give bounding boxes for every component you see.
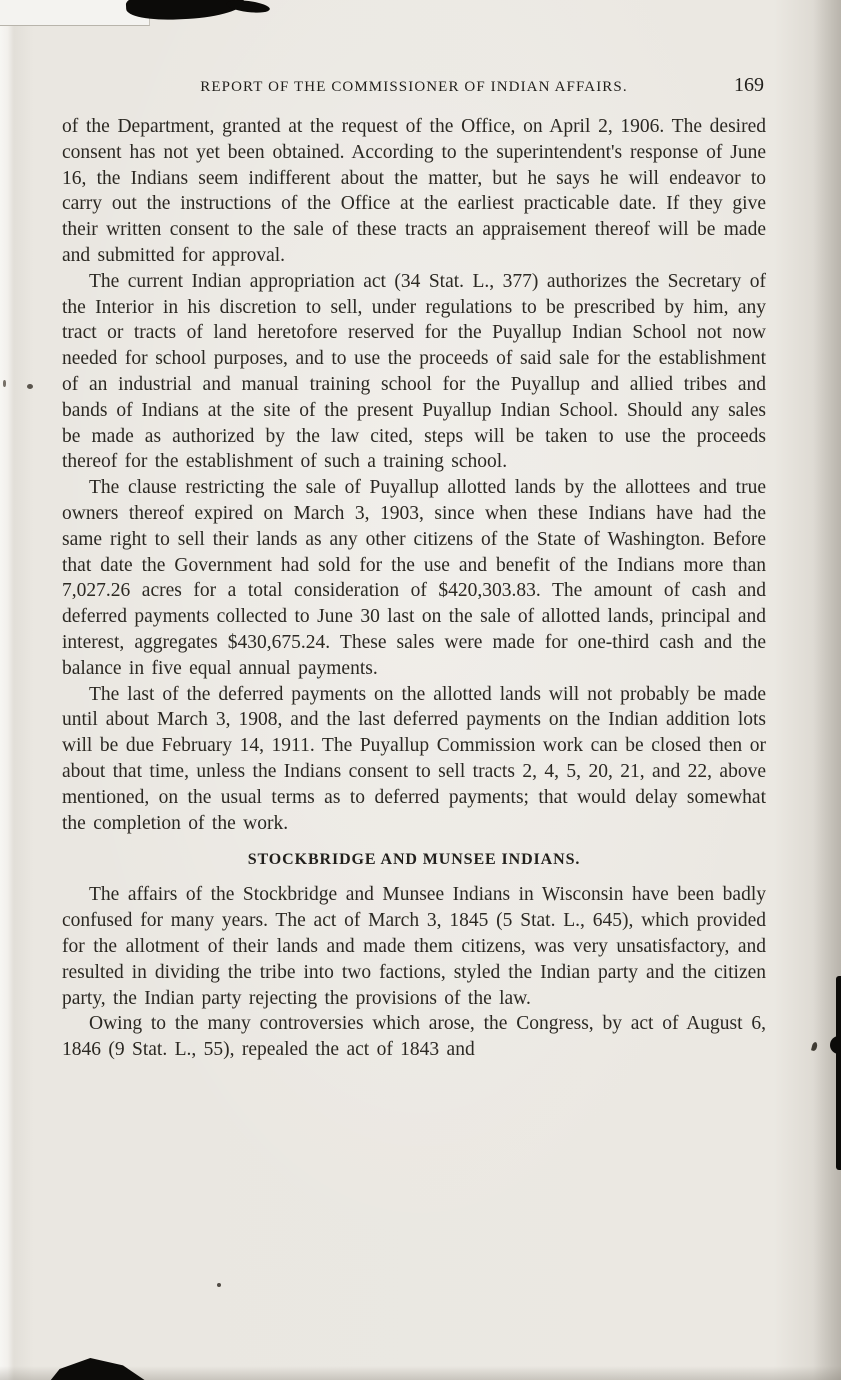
running-header <box>62 74 766 100</box>
paragraph-deferred-payments: The last of the deferred payments on the allotted lands will not probably be made until about March 3, 1908, and the last deferred payments on the Indian addition lots will be due February 14, 1911. The Puyallup Commission work can be closed then or about that time, unless the Indians consent to sell tracts 2, 4, 5, 20, 21, and 22, above mentioned, on the usual terms as to deferred payments; that would delay somewhat the completion of the work. <box>62 683 766 834</box>
page-body <box>62 74 766 1063</box>
paragraph-appropriation-act: The current Indian appropriation act (34 Stat. L., 377) authorizes the Secretary of the Interior in his discretion to sell, under regulations to be prescribed by him, any tract or tracts of land heretofore reserved for the Puyallup Indian School not now needed for school purposes, and to use the proceeds of said sale for the establishment of an industrial and manual training school for the Puyallup and allied tribes and bands of Indians at the site of the present Puyallup Indian School. Should any sales be made as authorized by the law cited, steps will be taken to use the proceeds thereof for the establishment of such a training school. <box>62 270 766 473</box>
scan-left-edge <box>0 0 14 1380</box>
right-edge-notch-artifact <box>830 1036 841 1054</box>
speck-artifact-bottom <box>217 1283 221 1287</box>
paragraph-continuation: of the Department, granted at the request of the Office, on April 2, 1906. The desired consent has not yet been obtained. According to the superintendent's response of June 16, the Indians seem indifferent about the matter, but he says he will endeavor to carry out the instructions of the Office at the earliest practicable date. If they give their written consent to the sale of these tracts an appraisement thereof will be made and submitted for approval. <box>62 116 766 266</box>
paragraph-controversies: Owing to the many controversies which arose, the Congress, by act of August 6, 1846 (9 Stat. L., 55), repealed the act of 1843 and <box>62 1013 766 1061</box>
speck-artifact-left-margin <box>27 384 33 389</box>
right-edge-mark-artifact <box>836 976 841 1170</box>
paragraph-stockbridge-affairs: The affairs of the Stockbridge and Munsee Indians in Wisconsin have been badly confused for many years. The act of March 3, 1845 (5 Stat. L., 645), which provided for the allotment of their lands and made them citizens, was very unsatisfactory, and resulted in dividing the tribe into two factions, styled the Indian party and the citizen party, the Indian party rejecting the provisions of the law. <box>62 884 766 1009</box>
running-header-title: REPORT OF THE COMMISSIONER OF INDIAN AFFAIRS. <box>200 79 628 95</box>
scan-right-edge <box>813 0 841 1380</box>
paragraph-sale-clause: The clause restricting the sale of Puyallup allotted lands by the allottees and true owners thereof expired on March 3, 1903, since when these Indians have had the same right to sell their lands as any other citizens of the State of Washington. Before that date the Government had sold for the use and benefit of the Indians more than 7,027.26 acres for a total consideration of $420,303.83. The amount of cash and deferred payments collected to June 30 last on the sale of allotted lands, principal and interest, aggregates $430,675.24. These sales were made for one-third cash and the balance in five equal annual payments. <box>62 477 766 679</box>
speck-artifact-edge <box>3 380 6 387</box>
page-number: 169 <box>734 74 764 96</box>
ink-blob-top-tail-artifact <box>225 0 270 15</box>
section-heading-stockbridge: STOCKBRIDGE AND MUNSEE INDIANS. <box>247 851 581 869</box>
